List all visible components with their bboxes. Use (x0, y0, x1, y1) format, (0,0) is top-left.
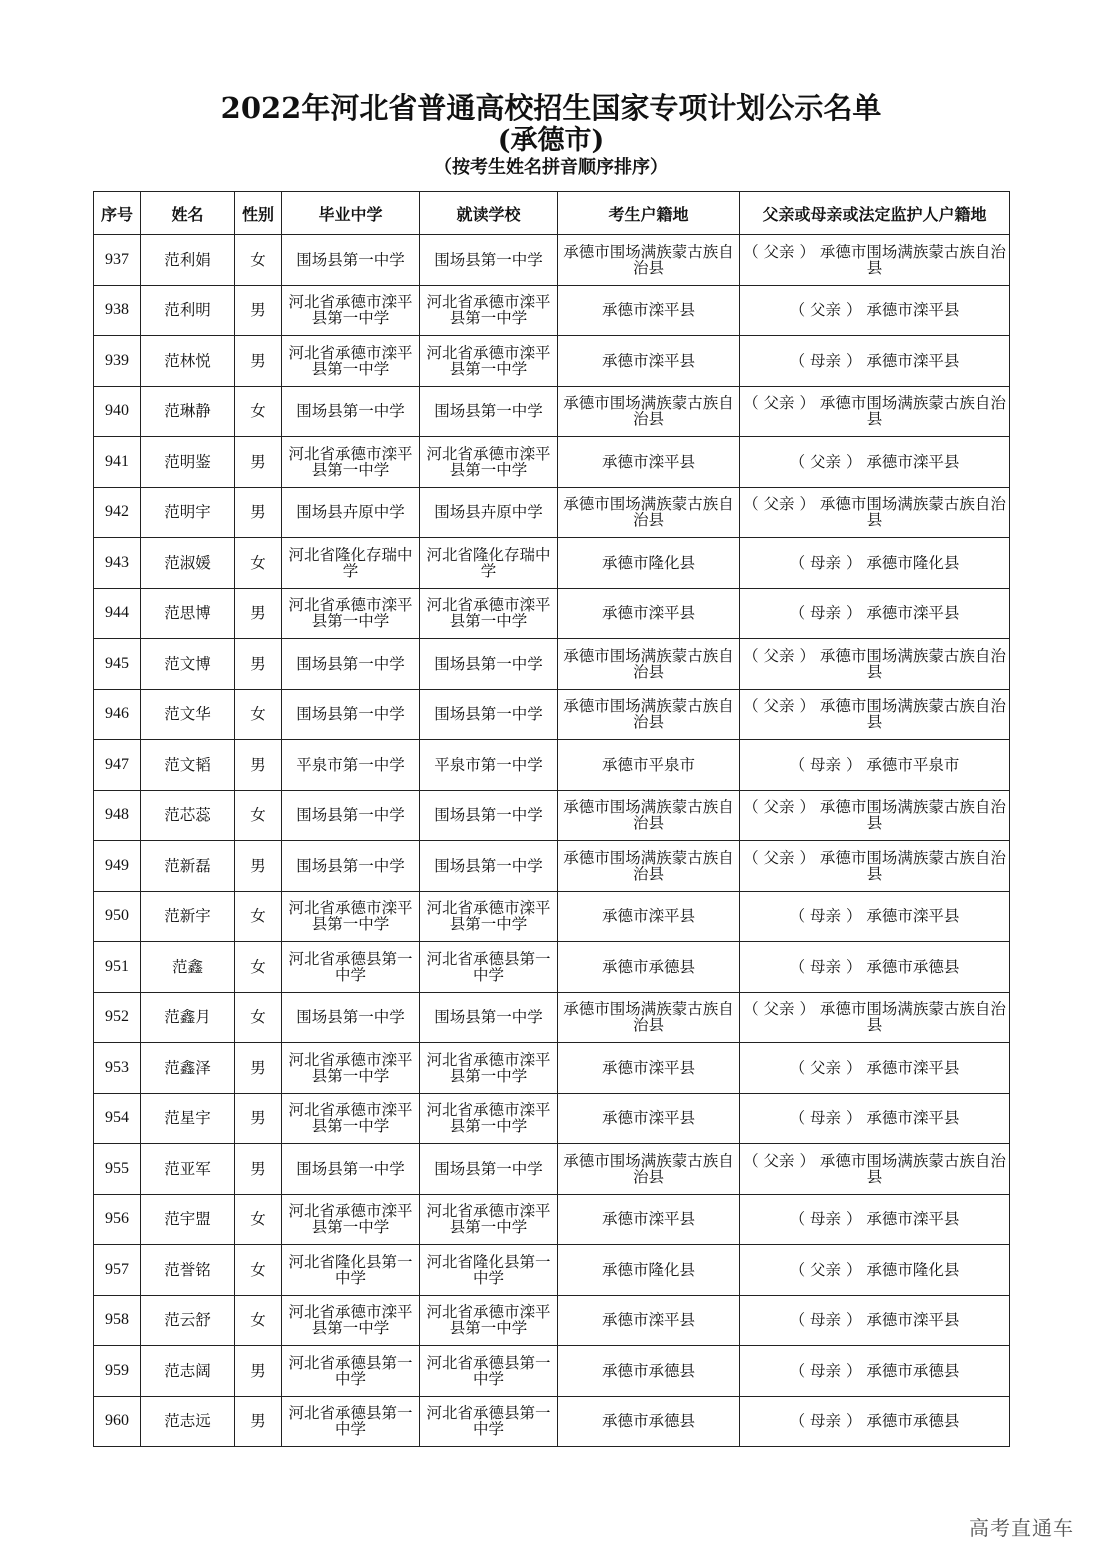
cell-name: 范誉铭 (141, 1245, 235, 1296)
cell-graduation-school: 围场县第一中学 (282, 386, 420, 437)
cell-gender: 女 (235, 1295, 282, 1346)
cell-gender: 男 (235, 1346, 282, 1397)
cell-student-hukou: 承德市隆化县 (558, 538, 740, 589)
cell-guardian-hukou: （ 父亲 ） 承德市围场满族蒙古族自治县 (740, 841, 1010, 892)
cell-student-hukou: 承德市滦平县 (558, 1295, 740, 1346)
cell-student-hukou: 承德市滦平县 (558, 437, 740, 488)
cell-current-school: 河北省隆化县第一中学 (420, 1245, 558, 1296)
cell-index: 954 (94, 1093, 141, 1144)
cell-student-hukou: 承德市围场满族蒙古族自治县 (558, 992, 740, 1043)
cell-guardian-hukou: （ 母亲 ） 承德市滦平县 (740, 336, 1010, 387)
cell-graduation-school: 河北省承德市滦平县第一中学 (282, 1043, 420, 1094)
cell-graduation-school: 围场县第一中学 (282, 689, 420, 740)
table-row (94, 336, 1010, 387)
cell-guardian-hukou: （ 母亲 ） 承德市滦平县 (740, 1295, 1010, 1346)
table-row (94, 1194, 1010, 1245)
cell-index: 959 (94, 1346, 141, 1397)
cell-name: 范明宇 (141, 487, 235, 538)
cell-student-hukou: 承德市承德县 (558, 1396, 740, 1447)
cell-guardian-hukou: （ 父亲 ） 承德市滦平县 (740, 437, 1010, 488)
table-row (94, 538, 1010, 589)
cell-graduation-school: 河北省承德市滦平县第一中学 (282, 336, 420, 387)
cell-index: 955 (94, 1144, 141, 1195)
cell-gender: 男 (235, 1144, 282, 1195)
table-row (94, 790, 1010, 841)
cell-gender: 男 (235, 740, 282, 791)
cell-name: 范志阔 (141, 1346, 235, 1397)
cell-graduation-school: 围场县第一中学 (282, 841, 420, 892)
cell-index: 947 (94, 740, 141, 791)
cell-current-school: 围场县第一中学 (420, 386, 558, 437)
cell-guardian-hukou: （ 母亲 ） 承德市承德县 (740, 942, 1010, 993)
cell-guardian-hukou: （ 父亲 ） 承德市滦平县 (740, 1043, 1010, 1094)
cell-graduation-school: 河北省承德县第一中学 (282, 942, 420, 993)
cell-current-school: 围场县第一中学 (420, 992, 558, 1043)
cell-gender: 男 (235, 639, 282, 690)
cell-gender: 女 (235, 992, 282, 1043)
cell-name: 范亚军 (141, 1144, 235, 1195)
table-row (94, 386, 1010, 437)
cell-guardian-hukou: （ 母亲 ） 承德市滦平县 (740, 1093, 1010, 1144)
cell-student-hukou: 承德市滦平县 (558, 1093, 740, 1144)
cell-graduation-school: 河北省承德市滦平县第一中学 (282, 891, 420, 942)
cell-graduation-school: 河北省承德市滦平县第一中学 (282, 1194, 420, 1245)
cell-index: 952 (94, 992, 141, 1043)
cell-index: 960 (94, 1396, 141, 1447)
cell-gender: 女 (235, 235, 282, 286)
table-header-row (94, 192, 1010, 235)
cell-guardian-hukou: （ 父亲 ） 承德市围场满族蒙古族自治县 (740, 235, 1010, 286)
cell-graduation-school: 河北省承德市滦平县第一中学 (282, 437, 420, 488)
cell-student-hukou: 承德市围场满族蒙古族自治县 (558, 790, 740, 841)
cell-name: 范鑫月 (141, 992, 235, 1043)
cell-student-hukou: 承德市滦平县 (558, 1194, 740, 1245)
cell-graduation-school: 围场县第一中学 (282, 1144, 420, 1195)
table-row (94, 1346, 1010, 1397)
cell-gender: 女 (235, 891, 282, 942)
cell-index: 939 (94, 336, 141, 387)
cell-index: 943 (94, 538, 141, 589)
cell-guardian-hukou: （ 父亲 ） 承德市围场满族蒙古族自治县 (740, 992, 1010, 1043)
cell-graduation-school: 河北省承德县第一中学 (282, 1346, 420, 1397)
cell-student-hukou: 承德市滦平县 (558, 1043, 740, 1094)
header-name: 姓名 (141, 192, 235, 235)
cell-name: 范鑫 (141, 942, 235, 993)
cell-graduation-school: 围场县第一中学 (282, 790, 420, 841)
table-row (94, 285, 1010, 336)
cell-guardian-hukou: （ 母亲 ） 承德市滦平县 (740, 1194, 1010, 1245)
cell-graduation-school: 围场县第一中学 (282, 992, 420, 1043)
table-row (94, 942, 1010, 993)
cell-student-hukou: 承德市滦平县 (558, 891, 740, 942)
cell-name: 范新宇 (141, 891, 235, 942)
cell-name: 范新磊 (141, 841, 235, 892)
table-row (94, 487, 1010, 538)
cell-index: 944 (94, 588, 141, 639)
cell-student-hukou: 承德市滦平县 (558, 336, 740, 387)
cell-student-hukou: 承德市滦平县 (558, 285, 740, 336)
roster-table (93, 191, 1010, 1447)
cell-gender: 女 (235, 1245, 282, 1296)
cell-name: 范星宇 (141, 1093, 235, 1144)
cell-guardian-hukou: （ 父亲 ） 承德市围场满族蒙古族自治县 (740, 639, 1010, 690)
cell-graduation-school: 河北省承德县第一中学 (282, 1396, 420, 1447)
cell-gender: 女 (235, 1194, 282, 1245)
cell-name: 范文博 (141, 639, 235, 690)
table-row (94, 235, 1010, 286)
cell-current-school: 平泉市第一中学 (420, 740, 558, 791)
cell-current-school: 河北省承德市滦平县第一中学 (420, 891, 558, 942)
cell-index: 941 (94, 437, 141, 488)
cell-student-hukou: 承德市滦平县 (558, 588, 740, 639)
sort-note: （按考生姓名拼音顺序排序） (434, 157, 668, 178)
cell-current-school: 围场县第一中学 (420, 1144, 558, 1195)
cell-index: 948 (94, 790, 141, 841)
cell-name: 范明鉴 (141, 437, 235, 488)
table-row (94, 1295, 1010, 1346)
cell-index: 957 (94, 1245, 141, 1296)
cell-name: 范淑媛 (141, 538, 235, 589)
cell-current-school: 围场县第一中学 (420, 841, 558, 892)
cell-index: 946 (94, 689, 141, 740)
cell-gender: 男 (235, 841, 282, 892)
cell-current-school: 河北省承德市滦平县第一中学 (420, 336, 558, 387)
cell-name: 范利明 (141, 285, 235, 336)
cell-name: 范文韬 (141, 740, 235, 791)
cell-gender: 男 (235, 336, 282, 387)
cell-gender: 男 (235, 1396, 282, 1447)
table-row (94, 1245, 1010, 1296)
cell-gender: 男 (235, 487, 282, 538)
cell-index: 956 (94, 1194, 141, 1245)
table-row (94, 639, 1010, 690)
cell-guardian-hukou: （ 父亲 ） 承德市隆化县 (740, 1245, 1010, 1296)
header-student-hukou: 考生户籍地 (558, 192, 740, 235)
cell-current-school: 河北省承德市滦平县第一中学 (420, 1093, 558, 1144)
cell-index: 953 (94, 1043, 141, 1094)
cell-current-school: 河北省隆化存瑞中学 (420, 538, 558, 589)
cell-name: 范鑫泽 (141, 1043, 235, 1094)
header-gender: 性别 (235, 192, 282, 235)
table-row (94, 1144, 1010, 1195)
document-title: 2022年河北省普通高校招生国家专项计划公示名单 (220, 91, 882, 125)
cell-gender: 女 (235, 538, 282, 589)
cell-guardian-hukou: （ 母亲 ） 承德市滦平县 (740, 891, 1010, 942)
cell-name: 范思博 (141, 588, 235, 639)
cell-guardian-hukou: （ 父亲 ） 承德市围场满族蒙古族自治县 (740, 386, 1010, 437)
cell-graduation-school: 围场县第一中学 (282, 235, 420, 286)
cell-gender: 女 (235, 386, 282, 437)
cell-current-school: 河北省承德县第一中学 (420, 942, 558, 993)
cell-name: 范云舒 (141, 1295, 235, 1346)
cell-gender: 女 (235, 790, 282, 841)
cell-graduation-school: 河北省承德市滦平县第一中学 (282, 1295, 420, 1346)
cell-guardian-hukou: （ 父亲 ） 承德市围场满族蒙古族自治县 (740, 487, 1010, 538)
cell-student-hukou: 承德市平泉市 (558, 740, 740, 791)
cell-gender: 男 (235, 437, 282, 488)
cell-current-school: 河北省承德市滦平县第一中学 (420, 285, 558, 336)
document-subtitle: (承德市) (497, 125, 605, 156)
cell-current-school: 河北省承德市滦平县第一中学 (420, 588, 558, 639)
cell-current-school: 围场县第一中学 (420, 790, 558, 841)
table-row (94, 1093, 1010, 1144)
table-row (94, 588, 1010, 639)
table-row (94, 992, 1010, 1043)
table-row (94, 1043, 1010, 1094)
cell-index: 942 (94, 487, 141, 538)
cell-name: 范芯蕊 (141, 790, 235, 841)
cell-name: 范志远 (141, 1396, 235, 1447)
cell-guardian-hukou: （ 母亲 ） 承德市滦平县 (740, 588, 1010, 639)
cell-graduation-school: 平泉市第一中学 (282, 740, 420, 791)
cell-name: 范林悦 (141, 336, 235, 387)
cell-guardian-hukou: （ 母亲 ） 承德市承德县 (740, 1396, 1010, 1447)
cell-graduation-school: 河北省隆化县第一中学 (282, 1245, 420, 1296)
cell-index: 938 (94, 285, 141, 336)
cell-student-hukou: 承德市围场满族蒙古族自治县 (558, 1144, 740, 1195)
cell-name: 范文华 (141, 689, 235, 740)
cell-student-hukou: 承德市围场满族蒙古族自治县 (558, 841, 740, 892)
cell-guardian-hukou: （ 父亲 ） 承德市围场满族蒙古族自治县 (740, 1144, 1010, 1195)
cell-current-school: 河北省承德县第一中学 (420, 1346, 558, 1397)
cell-current-school: 河北省承德市滦平县第一中学 (420, 1043, 558, 1094)
cell-guardian-hukou: （ 母亲 ） 承德市隆化县 (740, 538, 1010, 589)
cell-student-hukou: 承德市围场满族蒙古族自治县 (558, 487, 740, 538)
cell-student-hukou: 承德市围场满族蒙古族自治县 (558, 386, 740, 437)
cell-current-school: 围场县第一中学 (420, 639, 558, 690)
cell-student-hukou: 承德市围场满族蒙古族自治县 (558, 639, 740, 690)
cell-gender: 男 (235, 1043, 282, 1094)
cell-graduation-school: 河北省承德市滦平县第一中学 (282, 285, 420, 336)
header-graduation-school: 毕业中学 (282, 192, 420, 235)
cell-index: 949 (94, 841, 141, 892)
cell-current-school: 围场县第一中学 (420, 235, 558, 286)
cell-graduation-school: 围场县第一中学 (282, 639, 420, 690)
cell-current-school: 河北省承德市滦平县第一中学 (420, 1194, 558, 1245)
header-index: 序号 (94, 192, 141, 235)
cell-guardian-hukou: （ 父亲 ） 承德市围场满族蒙古族自治县 (740, 790, 1010, 841)
cell-name: 范利娟 (141, 235, 235, 286)
cell-index: 958 (94, 1295, 141, 1346)
cell-student-hukou: 承德市承德县 (558, 1346, 740, 1397)
cell-graduation-school: 河北省承德市滦平县第一中学 (282, 588, 420, 639)
cell-current-school: 河北省承德市滦平县第一中学 (420, 437, 558, 488)
cell-index: 945 (94, 639, 141, 690)
cell-guardian-hukou: （ 母亲 ） 承德市承德县 (740, 1346, 1010, 1397)
table-row (94, 891, 1010, 942)
table-row (94, 689, 1010, 740)
cell-graduation-school: 河北省承德市滦平县第一中学 (282, 1093, 420, 1144)
cell-current-school: 河北省承德县第一中学 (420, 1396, 558, 1447)
cell-student-hukou: 承德市承德县 (558, 942, 740, 993)
table-row (94, 1396, 1010, 1447)
cell-gender: 男 (235, 588, 282, 639)
header-guardian-hukou: 父亲或母亲或法定监护人户籍地 (740, 192, 1010, 235)
table-row (94, 740, 1010, 791)
cell-name: 范琳静 (141, 386, 235, 437)
cell-graduation-school: 围场县卉原中学 (282, 487, 420, 538)
cell-guardian-hukou: （ 父亲 ） 承德市围场满族蒙古族自治县 (740, 689, 1010, 740)
cell-gender: 男 (235, 285, 282, 336)
cell-student-hukou: 承德市围场满族蒙古族自治县 (558, 689, 740, 740)
cell-graduation-school: 河北省隆化存瑞中学 (282, 538, 420, 589)
watermark-text: 高考直通车 (969, 1516, 1074, 1540)
cell-student-hukou: 承德市隆化县 (558, 1245, 740, 1296)
cell-name: 范宇盟 (141, 1194, 235, 1245)
cell-index: 950 (94, 891, 141, 942)
cell-student-hukou: 承德市围场满族蒙古族自治县 (558, 235, 740, 286)
cell-gender: 女 (235, 689, 282, 740)
cell-index: 937 (94, 235, 141, 286)
table-row (94, 841, 1010, 892)
cell-guardian-hukou: （ 母亲 ） 承德市平泉市 (740, 740, 1010, 791)
cell-current-school: 围场县卉原中学 (420, 487, 558, 538)
table-row (94, 437, 1010, 488)
cell-gender: 女 (235, 942, 282, 993)
cell-index: 940 (94, 386, 141, 437)
cell-index: 951 (94, 942, 141, 993)
cell-gender: 男 (235, 1093, 282, 1144)
cell-current-school: 围场县第一中学 (420, 689, 558, 740)
header-current-school: 就读学校 (420, 192, 558, 235)
cell-current-school: 河北省承德市滦平县第一中学 (420, 1295, 558, 1346)
cell-guardian-hukou: （ 父亲 ） 承德市滦平县 (740, 285, 1010, 336)
